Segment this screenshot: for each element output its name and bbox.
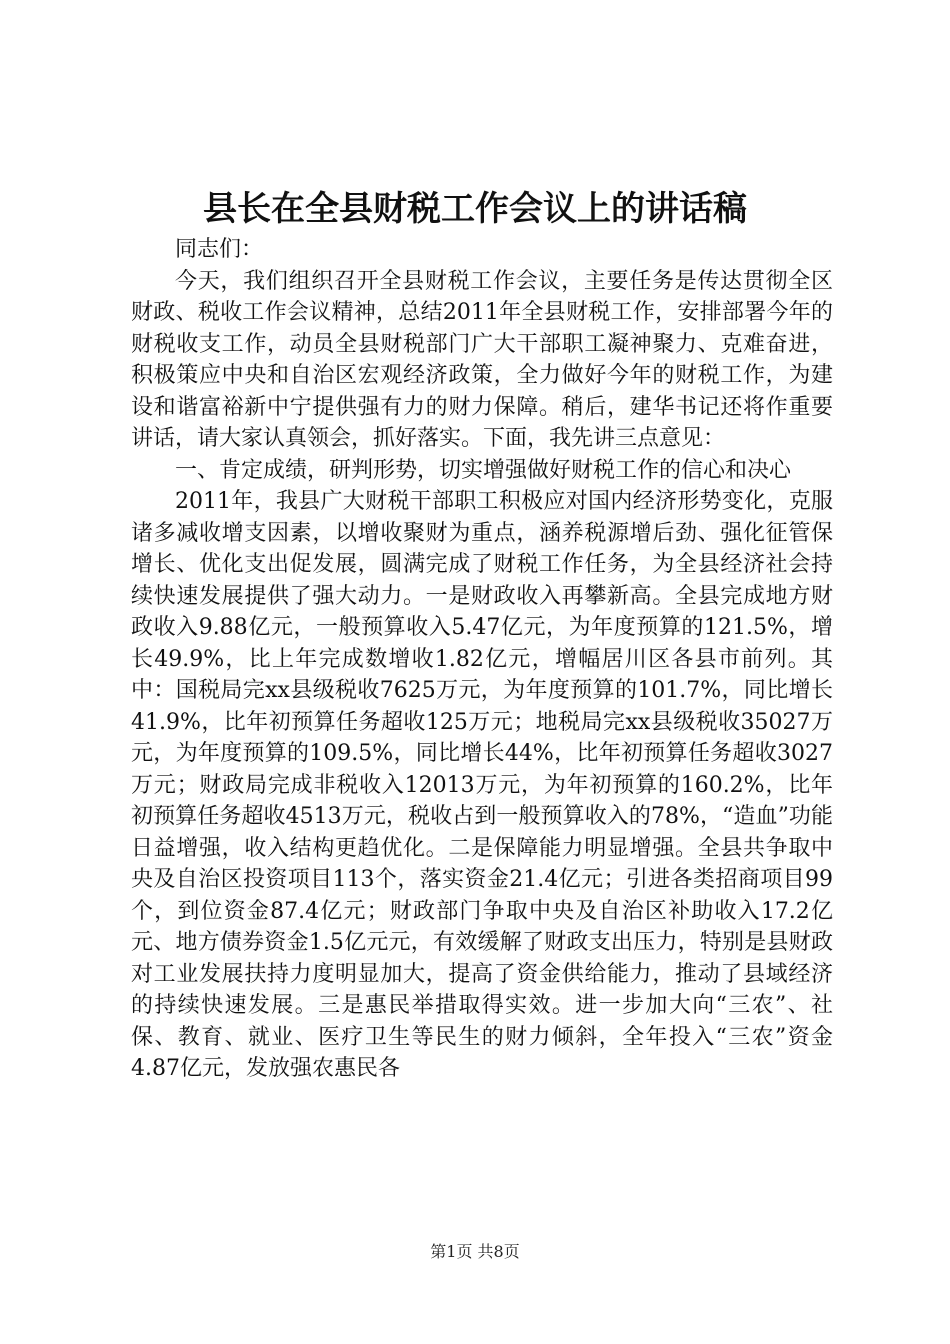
intro-paragraph: 今天，我们组织召开全县财税工作会议，主要任务是传达贯彻全区财政、税收工作会议精神，总结2011年全县财税工作，安排部署今年的财税收支工作，动员全县财税部门广大干部职工凝神聚力、克难奋进，积极策应中央和自治区宏观经济政策，全力做好今年的财税工作，为建设和谐富裕新中宁提供强有力的财力保障。稍后，建华书记还将作重要讲话，请大家认真领会，抓好落实。下面，我先讲三点意见： [131,268,833,451]
document-body [131,234,833,1085]
salutation-paragraph: 同志们： [175,237,264,262]
section-heading-paragraph: 一、肯定成绩，研判形势，切实增强做好财税工作的信心和决心 [175,457,792,483]
document-title: 县长在全县财税工作会议上的讲话稿 [203,189,747,229]
achievements-paragraph: 2011年，我县广大财税干部职工积极应对国内经济形势变化，克服诸多减收增支因素，以增收聚财为重点，涵养税源增后劲、强化征管保增长、优化支出促发展，圆满完成了财税工作任务，为全县经济社会持续快速发展提供了强大动力。一是财政收入再攀新高。全县完成地方财政收入9.88亿元，一般预算收入5.47亿元，为年度预算的121.5%，增长49.9%，比上年完成数增收1.82亿元，增幅居川区各县市前列。其中：国税局完xx县级税收7625万元，为年度预算的101.7%，同比增长41.9%，比年初预算任务超收125万元；地税局完xx县级税收35027万元，为年度预算的109.5%，同比增长44%，比年初预算任务超收3027万元；财政局完成非税收入12013万元，为年初预算的160.2%，比年初预算任务超收4513万元，税收占到一般预算收入的78%，“造血”功能日益增强，收入结构更趋优化。二是保障能力明显增强。全县共争取中央及自治区投资项目113个，落实资金21.4亿元；引进各类招商项目99个，到位资金87.4亿元；财政部门争取中央及自治区补助收入17.2亿元、地方债券资金1.5亿元元，有效缓解了财政支出压力，特别是县财政对工业发展扶持力度明显加大，提高了资金供给能力，推动了县域经济的持续快速发展。三是惠民举措取得实效。进一步加大向“三农”、社保、教育、就业、医疗卫生等民生的财力倾斜，全年投入“三农”资金4.87亿元，发放强农惠民各 [131,489,833,1081]
page-number-footer: 第1页 共8页 [430,1242,520,1261]
